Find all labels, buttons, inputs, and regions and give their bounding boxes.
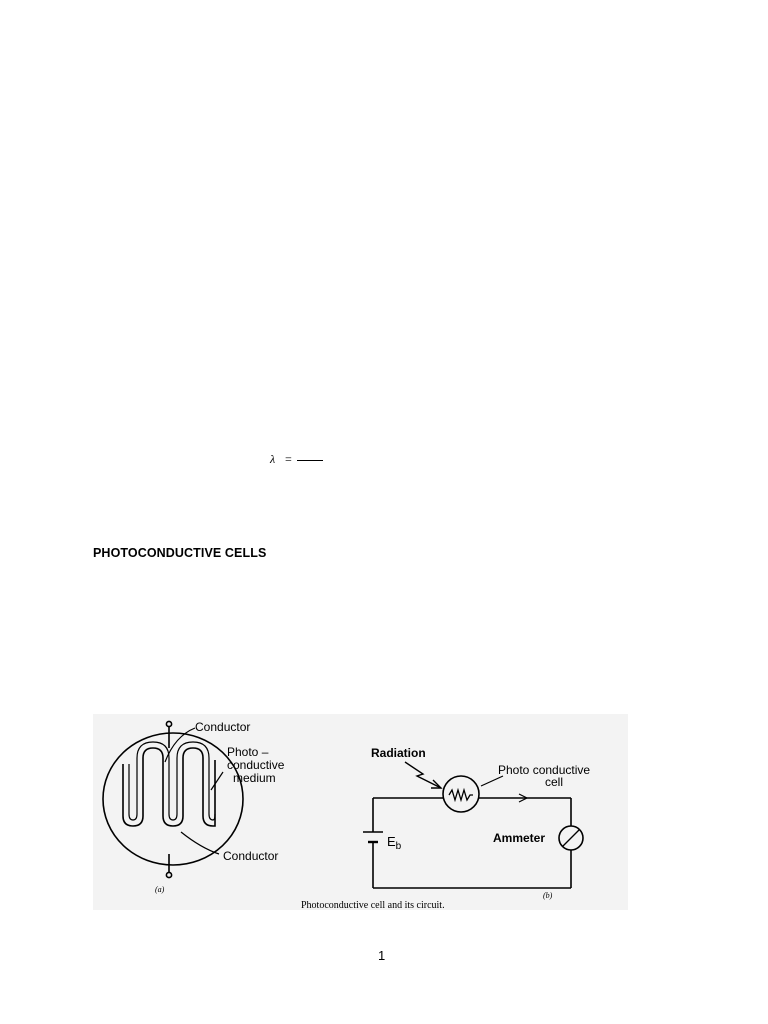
panel-a-label: (a): [155, 885, 165, 894]
figure-caption: Photoconductive cell and its circuit.: [301, 900, 445, 910]
fraction-bar: [297, 460, 323, 461]
battery-subscript: b: [395, 841, 402, 852]
label-cell-line1: Photo conductive: [498, 763, 591, 777]
wavelength-formula: [270, 452, 323, 467]
label-conductor-top: Conductor: [195, 720, 251, 734]
photoconductive-cell-figure: [93, 714, 628, 910]
label-medium-line2: conductive: [227, 758, 285, 772]
label-medium-line1: Photo –: [227, 745, 269, 759]
figure-drawing: [93, 714, 628, 910]
label-cell-line2: cell: [545, 775, 564, 789]
lambda-symbol: λ: [270, 452, 276, 466]
label-radiation: Radiation: [371, 746, 426, 760]
section-heading: PHOTOCONDUCTIVE CELLS: [93, 546, 267, 560]
figure-background: [93, 714, 628, 910]
equals-sign: =: [284, 452, 293, 466]
label-conductor-bottom: Conductor: [223, 849, 279, 863]
battery-symbol: E: [387, 834, 396, 849]
label-ammeter: Ammeter: [493, 831, 546, 845]
panel-b-label: (b): [543, 891, 553, 900]
label-medium-line3: medium: [233, 771, 276, 785]
page-number: 1: [378, 948, 386, 963]
